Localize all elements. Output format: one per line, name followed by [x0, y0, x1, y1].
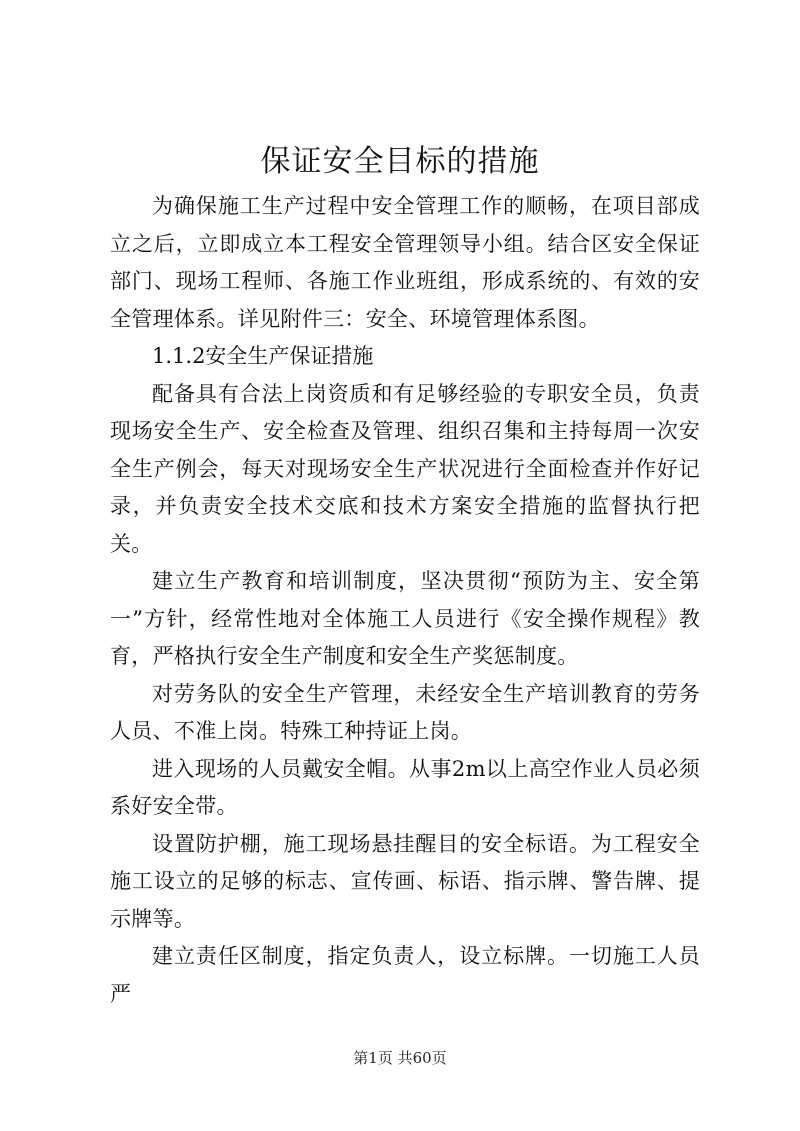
paragraph-intro: 为确保施工生产过程中安全管理工作的顺畅，在项目部成立之后，立即成立本工程安全管理领导小组。结合区安全保证部门、现场工程师、各施工作业班组，形成系统的、有效的安全管理体系。详见附件三：安全、环境管理体系图。 [110, 194, 700, 331]
document-body [110, 188, 700, 1013]
document-title: 保证安全目标的措施 [260, 144, 540, 179]
page-number-footer: 第1页 共60页 [353, 1049, 447, 1067]
paragraph-responsibility: 建立责任区制度，指定负责人，设立标牌。一切施工人员严 [110, 944, 700, 1006]
paragraph-labor-team: 对劳务队的安全生产管理，未经安全生产培训教育的劳务人员、不准上岗。特殊工种持证上岗。 [110, 681, 700, 743]
paragraph-safety-officer: 配备具有合法上岗资质和有足够经验的专职安全员，负责现场安全生产、安全检查及管理、组织召集和主持每周一次安全生产例会，每天对现场安全生产状况进行全面检查并作好记录，并负责安全技术交底和技术方案安全措施的监督执行把关。 [110, 381, 700, 556]
paragraph-helmet: 进入现场的人员戴安全帽。从事2m以上高空作业人员必须系好安全带。 [110, 756, 700, 818]
paragraph-training: 建立生产教育和培训制度，坚决贯彻“预防为主、安全第一”方针，经常性地对全体施工人员进行《安全操作规程》教育，严格执行安全生产制度和安全生产奖惩制度。 [110, 569, 700, 668]
section-heading: 1.1.2安全生产保证措施 [152, 344, 374, 368]
paragraph-signage: 设置防护棚，施工现场悬挂醒目的安全标语。为工程安全施工设立的足够的标志、宣传画、标语、指示牌、警告牌、提示牌等。 [110, 831, 700, 931]
